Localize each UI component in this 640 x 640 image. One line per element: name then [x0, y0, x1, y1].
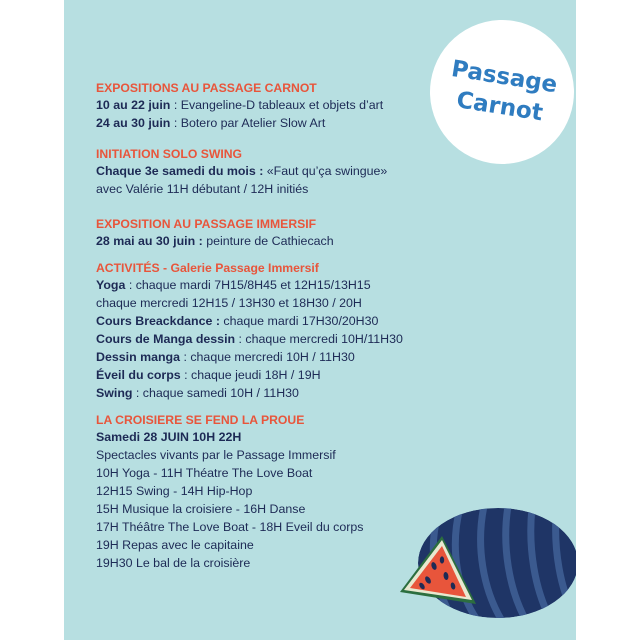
list-item: 12H15 Swing - 14H Hip-Hop	[96, 484, 253, 498]
activites-title: ACTIVITÉS	[96, 261, 160, 275]
list-item: 15H Musique la croisiere - 16H Danse	[96, 502, 306, 516]
list-item: Spectacles vivants par le Passage Immersif	[96, 448, 336, 462]
event-description: : Evangeline-D tableaux et objets d’art	[170, 98, 384, 112]
event-description: «Faut qu’ça swingue»	[263, 164, 388, 178]
activity-schedule: : chaque samedi 10H / 11H30	[132, 386, 299, 400]
activity-name: Dessin manga	[96, 350, 181, 364]
list-item	[96, 348, 436, 366]
activity-schedule: : chaque jeudi 18H / 19H	[180, 368, 321, 382]
list-item	[96, 276, 436, 294]
activity-schedule: chaque mardi 17H30/20H30	[219, 314, 379, 328]
croisiere-date: Samedi 28 JUIN 10H 22H	[96, 430, 242, 444]
activity-name: Cours de Manga dessin	[96, 332, 236, 346]
section-title-immersif: EXPOSITION AU PASSAGE IMMERSIF	[96, 217, 317, 231]
list-item: 10H Yoga - 11H Théatre The Love Boat	[96, 466, 313, 480]
list-item: 17H Théâtre The Love Boat - 18H Eveil du corps	[96, 520, 364, 534]
list-item: chaque mercredi 12H15 / 13H30 et 18H30 / 20H	[96, 296, 362, 310]
list-item: avec Valérie 11H débutant / 12H initiés	[96, 182, 309, 196]
activity-schedule: : chaque mercredi 10H / 11H30	[180, 350, 355, 364]
activity-name: Yoga	[96, 278, 126, 292]
list-item: 19H Repas avec le capitaine	[96, 538, 254, 552]
section-title-expositions-carnot: EXPOSITIONS AU PASSAGE CARNOT	[96, 81, 317, 95]
event-description: : Botero par Atelier Slow Art	[170, 116, 326, 130]
date-range: 10 au 22 juin	[96, 98, 171, 112]
event-description: peinture de Cathiecach	[202, 234, 334, 248]
activity-name: Éveil du corps	[96, 368, 181, 382]
event-listing	[96, 80, 436, 572]
watermelon-icon	[398, 500, 576, 624]
list-item	[96, 232, 436, 250]
activity-schedule: : chaque mardi 7H15/8H45 et 12H15/13H15	[125, 278, 371, 292]
list-item	[96, 366, 436, 384]
badge-line-1: Passage	[449, 55, 560, 99]
list-item	[96, 312, 436, 330]
section-title-swing: INITIATION SOLO SWING	[96, 147, 243, 161]
activites-subtitle: - Galerie Passage Immersif	[159, 261, 319, 275]
badge-line-2: Carnot	[454, 87, 545, 127]
schedule-label: Chaque 3e samedi du mois :	[96, 164, 264, 178]
activity-name: Swing	[96, 386, 133, 400]
event-date	[96, 428, 436, 446]
section-title-activites	[96, 260, 436, 276]
list-item	[96, 114, 436, 132]
date-range: 28 mai au 30 juin :	[96, 234, 203, 248]
list-item	[96, 162, 436, 180]
list-item: 19H30 Le bal de la croisière	[96, 556, 251, 570]
activity-schedule: : chaque mercredi 10H/11H30	[235, 332, 403, 346]
date-range: 24 au 30 juin	[96, 116, 171, 130]
list-item	[96, 96, 436, 114]
activity-name: Cours Breackdance :	[96, 314, 220, 328]
section-title-croisiere: LA CROISIERE SE FEND LA PROUE	[96, 413, 305, 427]
list-item	[96, 330, 436, 348]
list-item	[96, 384, 436, 402]
